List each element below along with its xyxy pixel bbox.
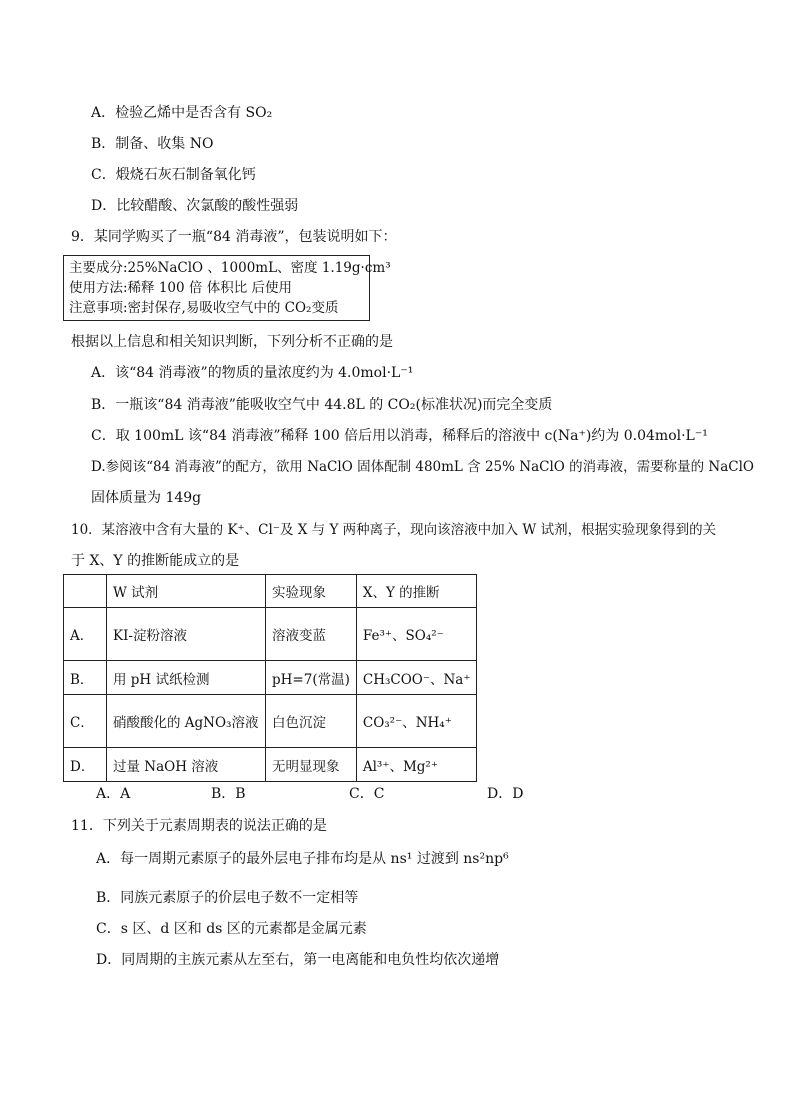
table-cell: 白色沉淀 [266,695,357,748]
q11-option-a: A．每一周期元素原子的最外层电子排布均是从 ns¹ 过渡到 ns²np⁶ [96,851,509,867]
table-header-cell [64,575,107,608]
q9-option-a: A．该“84 消毒液”的物质的量浓度约为 4.0mol·L⁻¹ [91,365,414,381]
q9-stem: 9．某同学购买了一瓶“84 消毒液”，包装说明如下： [71,229,397,245]
q9-box-line: 使用方法:稀释 100 倍 体积比 后使用 [69,280,292,296]
table-cell: C． [64,695,107,748]
q10-answer-c: C．C [349,786,385,802]
table-cell: 溶液变蓝 [266,608,357,661]
table-cell: 硝酸酸化的 AgNO₃溶液 [107,695,266,748]
table-cell: 用 pH 试纸检测 [107,661,266,695]
table-cell: D． [64,748,107,782]
q11-option-b: B．同族元素原子的价层电子数不一定相等 [96,890,359,906]
q11-option-d: D．同周期的主族元素从左至右，第一电离能和电负性均依次递增 [96,952,500,968]
table-cell: pH=7(常温) [266,661,357,695]
q9-question: 根据以上信息和相关知识判断，下列分析不正确的是 [71,334,393,350]
q8-option-b: B．制备、收集 NO [91,136,214,152]
q9-option-d: D.参阅该“84 消毒液”的配方，欲用 NaClO 固体配制 480mL 含 25% NaClO 的消毒液，需要称量的 NaClO [91,459,755,475]
q10-stem-line1: 10．某溶液中含有大量的 K⁺、Cl⁻及 X 与 Y 两种离子，现向该溶液中加入 W 试剂，根据实验现象得到的关 [71,522,717,538]
q11-stem: 11．下列关于元素周期表的说法正确的是 [71,818,327,834]
q9-label-box [63,255,391,321]
q10-answer-a: A．A [96,786,131,802]
table-cell: 过量 NaOH 溶液 [107,748,266,782]
q8-option-d: D．比较醋酸、次氯酸的酸性强弱 [91,198,299,214]
q9-option-b: B．一瓶该“84 消毒液”能吸收空气中 44.8L 的 CO₂(标准状况)而完全变质 [91,397,553,413]
table-row [64,608,477,661]
table-row [64,748,477,782]
q8-option-c: C．煅烧石灰石制备氧化钙 [91,167,256,183]
table-header-cell: 实验现象 [266,575,357,608]
table-cell: Al³⁺、Mg²⁺ [356,748,477,782]
q9-option-d-continued: 固体质量为 149g [91,490,202,506]
table-cell: CH₃COO⁻、Na⁺ [356,661,477,695]
table-cell: Fe³⁺、SO₄²⁻ [356,608,477,661]
table-row [64,661,477,695]
q9-box-line: 主要成分:25%NaClO 、1000mL、密度 1.19g·cm³ [69,260,391,276]
q9-option-c: C．取 100mL 该“84 消毒液”稀释 100 倍后用以消毒，稀释后的溶液中 c(Na⁺)约为 0.04mol·L⁻¹ [91,428,708,444]
table-cell: CO₃²⁻、NH₄⁺ [356,695,477,748]
q10-answer-d: D．D [487,786,524,802]
q10-answer-b: B．B [211,786,246,802]
table-cell: B． [64,661,107,695]
q10-stem-line2: 于 X、Y 的推断能成立的是 [71,553,240,569]
table-cell: 无明显现象 [266,748,357,782]
q9-box-line: 注意事项:密封保存,易吸收空气中的 CO₂变质 [69,300,339,316]
table-cell: A． [64,608,107,661]
q11-option-c: C．s 区、d 区和 ds 区的元素都是金属元素 [96,921,367,937]
table-header-cell: X、Y 的推断 [356,575,477,608]
table-header-row [64,575,477,608]
q10-table [63,574,477,782]
table-header-cell: W 试剂 [107,575,266,608]
table-row [64,695,477,748]
q8-option-a: A．检验乙烯中是否含有 SO₂ [91,105,273,121]
table-cell: KI-淀粉溶液 [107,608,266,661]
